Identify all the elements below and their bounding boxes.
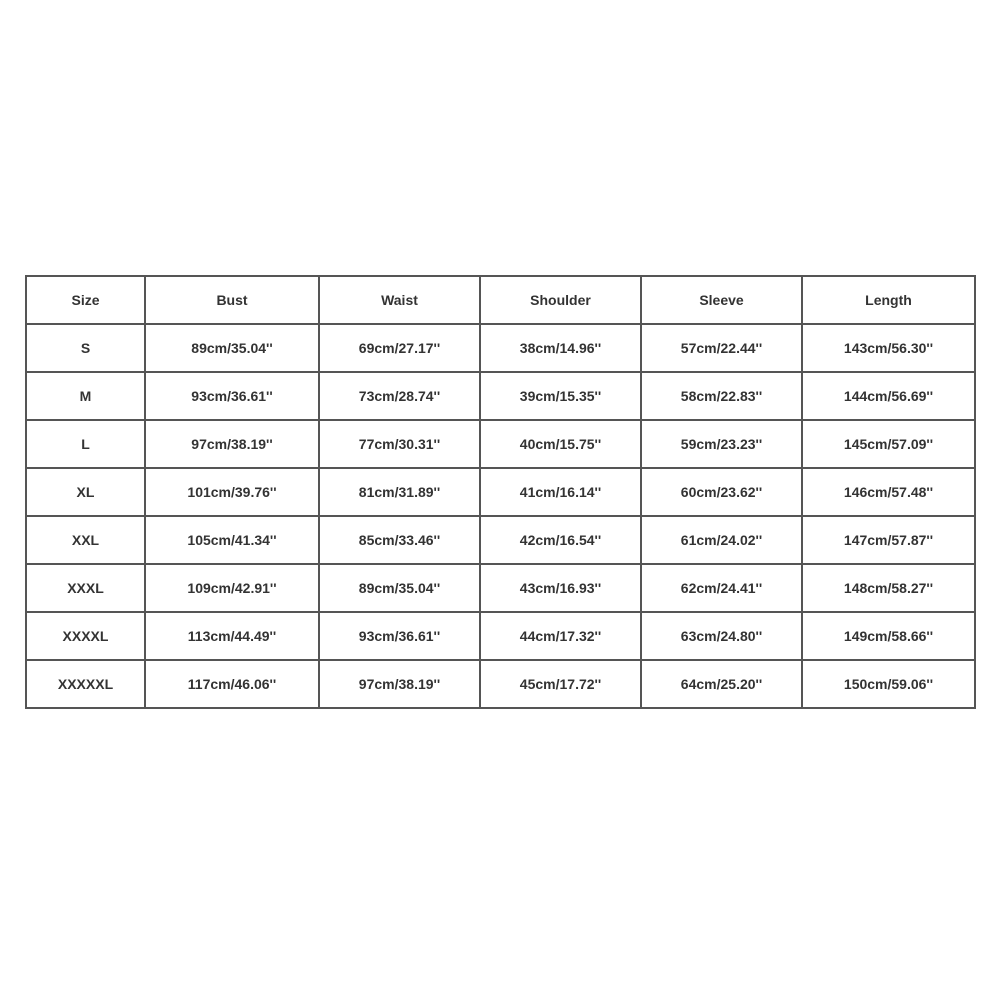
table-row <box>26 516 975 564</box>
cell-shoulder: 45cm/17.72'' <box>480 660 641 708</box>
cell-sleeve: 58cm/22.83'' <box>641 372 802 420</box>
cell-sleeve: 63cm/24.80'' <box>641 612 802 660</box>
cell-waist: 73cm/28.74'' <box>319 372 480 420</box>
cell-size: M <box>26 372 145 420</box>
cell-sleeve: 60cm/23.62'' <box>641 468 802 516</box>
cell-length: 144cm/56.69'' <box>802 372 975 420</box>
table-row <box>26 468 975 516</box>
cell-waist: 97cm/38.19'' <box>319 660 480 708</box>
table-header-row <box>26 276 975 324</box>
table-row <box>26 420 975 468</box>
cell-length: 148cm/58.27'' <box>802 564 975 612</box>
cell-length: 146cm/57.48'' <box>802 468 975 516</box>
cell-waist: 93cm/36.61'' <box>319 612 480 660</box>
cell-waist: 69cm/27.17'' <box>319 324 480 372</box>
cell-shoulder: 40cm/15.75'' <box>480 420 641 468</box>
cell-waist: 89cm/35.04'' <box>319 564 480 612</box>
cell-bust: 109cm/42.91'' <box>145 564 319 612</box>
cell-shoulder: 38cm/14.96'' <box>480 324 641 372</box>
table-body <box>26 324 975 708</box>
cell-size: XXL <box>26 516 145 564</box>
cell-bust: 89cm/35.04'' <box>145 324 319 372</box>
cell-sleeve: 64cm/25.20'' <box>641 660 802 708</box>
header-waist: Waist <box>319 276 480 324</box>
table-row <box>26 660 975 708</box>
cell-shoulder: 42cm/16.54'' <box>480 516 641 564</box>
table-row <box>26 324 975 372</box>
cell-shoulder: 41cm/16.14'' <box>480 468 641 516</box>
header-size: Size <box>26 276 145 324</box>
cell-bust: 101cm/39.76'' <box>145 468 319 516</box>
cell-length: 145cm/57.09'' <box>802 420 975 468</box>
cell-bust: 97cm/38.19'' <box>145 420 319 468</box>
cell-length: 143cm/56.30'' <box>802 324 975 372</box>
table-row <box>26 564 975 612</box>
cell-size: S <box>26 324 145 372</box>
header-sleeve: Sleeve <box>641 276 802 324</box>
cell-shoulder: 39cm/15.35'' <box>480 372 641 420</box>
cell-bust: 117cm/46.06'' <box>145 660 319 708</box>
cell-waist: 77cm/30.31'' <box>319 420 480 468</box>
cell-bust: 105cm/41.34'' <box>145 516 319 564</box>
size-chart-table <box>25 275 976 709</box>
cell-length: 147cm/57.87'' <box>802 516 975 564</box>
cell-size: L <box>26 420 145 468</box>
cell-waist: 81cm/31.89'' <box>319 468 480 516</box>
cell-shoulder: 43cm/16.93'' <box>480 564 641 612</box>
cell-sleeve: 61cm/24.02'' <box>641 516 802 564</box>
header-shoulder: Shoulder <box>480 276 641 324</box>
cell-sleeve: 59cm/23.23'' <box>641 420 802 468</box>
cell-bust: 93cm/36.61'' <box>145 372 319 420</box>
cell-shoulder: 44cm/17.32'' <box>480 612 641 660</box>
cell-size: XXXXL <box>26 612 145 660</box>
cell-size: XXXXXL <box>26 660 145 708</box>
header-bust: Bust <box>145 276 319 324</box>
cell-bust: 113cm/44.49'' <box>145 612 319 660</box>
cell-sleeve: 62cm/24.41'' <box>641 564 802 612</box>
cell-size: XL <box>26 468 145 516</box>
cell-length: 149cm/58.66'' <box>802 612 975 660</box>
header-length: Length <box>802 276 975 324</box>
cell-sleeve: 57cm/22.44'' <box>641 324 802 372</box>
table-row <box>26 612 975 660</box>
cell-length: 150cm/59.06'' <box>802 660 975 708</box>
cell-size: XXXL <box>26 564 145 612</box>
cell-waist: 85cm/33.46'' <box>319 516 480 564</box>
table-row <box>26 372 975 420</box>
